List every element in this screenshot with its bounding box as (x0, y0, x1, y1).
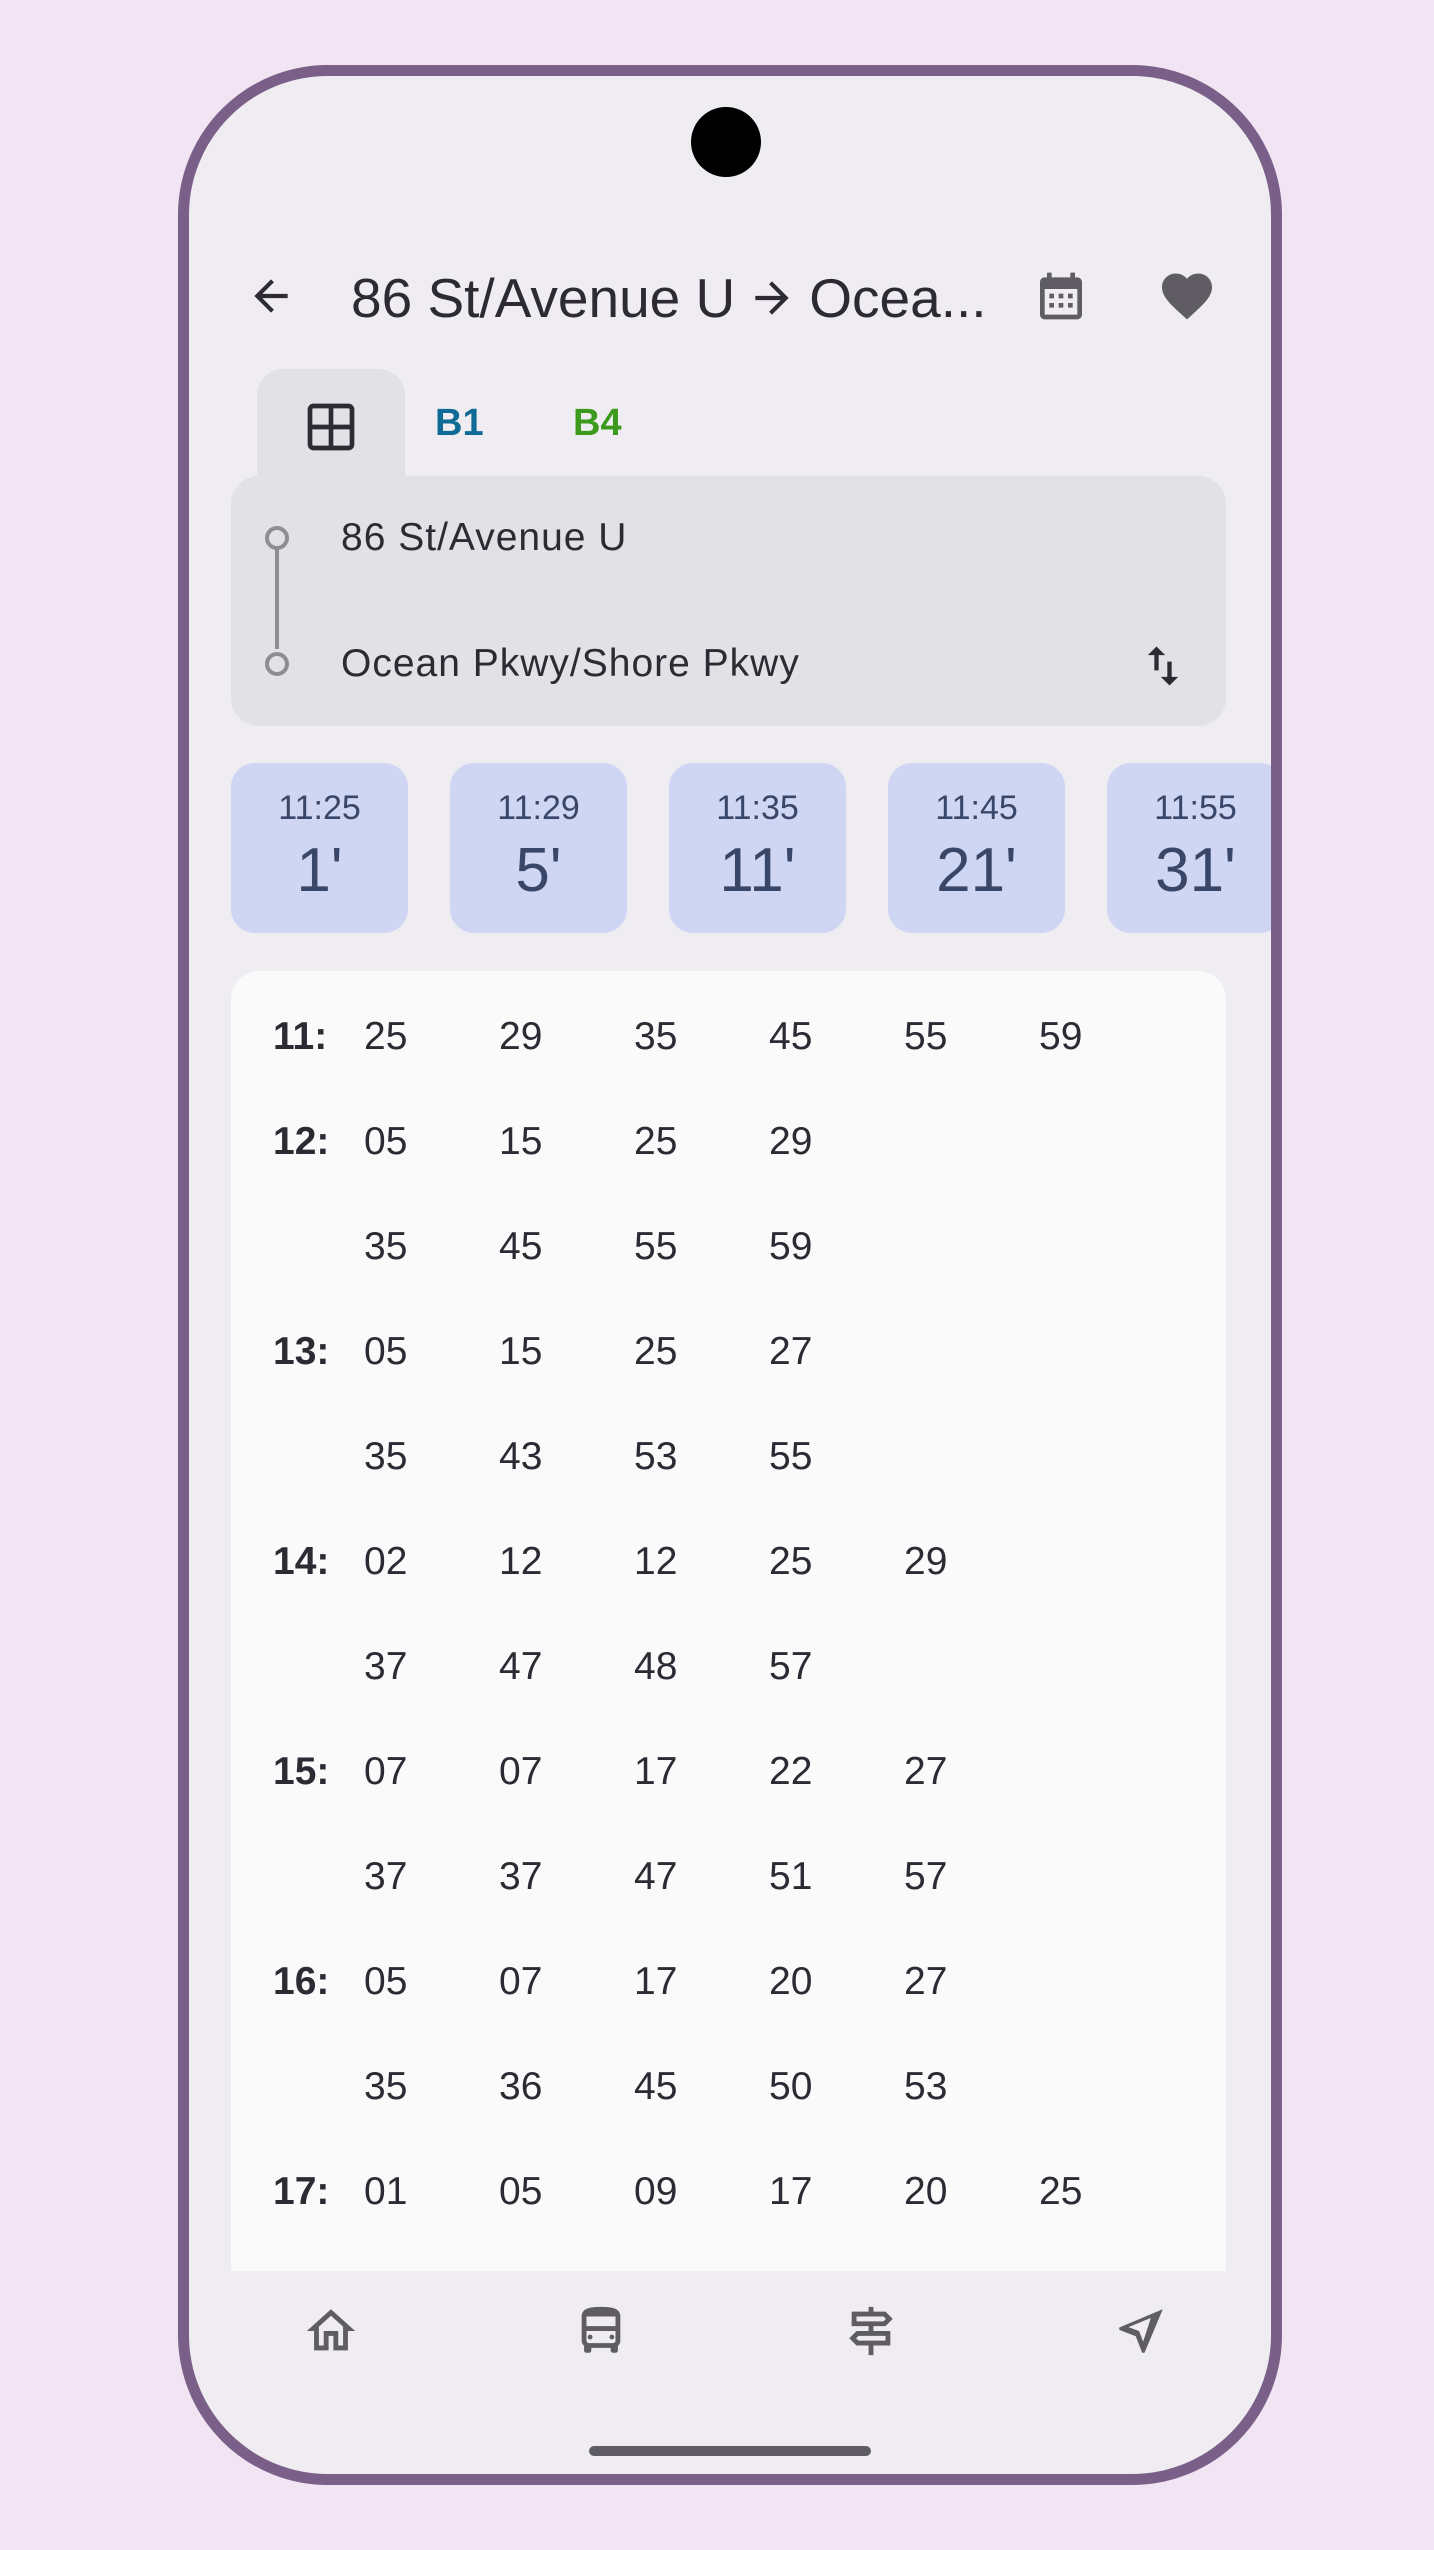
title-to: Ocea... (809, 268, 987, 328)
origin-stop-name[interactable]: 86 St/Avenue U (341, 516, 628, 559)
schedule-minute[interactable]: 01 (364, 2170, 408, 2213)
departure-chip[interactable] (669, 763, 846, 933)
schedule-minute[interactable]: 37 (364, 1645, 408, 1688)
schedule-minute[interactable]: 57 (904, 1855, 948, 1898)
schedule-minute[interactable]: 07 (364, 1750, 408, 1793)
schedule-minute[interactable]: 45 (769, 1015, 813, 1058)
route-tabs (257, 369, 817, 484)
calendar-icon (1033, 268, 1089, 324)
destination-stop-dot (265, 652, 289, 676)
phone-frame (178, 65, 1282, 2485)
schedule-minute[interactable]: 55 (769, 1435, 813, 1478)
departure-chip[interactable] (231, 763, 408, 933)
schedule-hour: 11: (273, 1015, 328, 1058)
schedule-minute[interactable]: 55 (904, 1015, 948, 1058)
schedule-row (231, 1211, 1226, 1281)
calendar-button[interactable] (1029, 264, 1093, 328)
heart-icon (1157, 266, 1217, 326)
schedule-hour: 14: (273, 1540, 330, 1583)
schedule-hour: 17: (273, 2170, 330, 2213)
swap-direction-button[interactable] (1131, 634, 1195, 698)
schedule-hour: 13: (273, 1330, 330, 1373)
schedule-row (231, 1106, 1226, 1176)
schedule-minute[interactable]: 43 (499, 1435, 543, 1478)
back-button[interactable] (239, 264, 303, 328)
schedule-minute[interactable]: 20 (769, 1960, 813, 2003)
schedule-row (231, 1631, 1226, 1701)
schedule-minute[interactable]: 27 (904, 1750, 948, 1793)
schedule-minute[interactable]: 29 (769, 1120, 813, 1163)
schedule-minute[interactable]: 29 (499, 1015, 543, 1058)
schedule-row (231, 2156, 1226, 2226)
schedule-hour: 12: (273, 1120, 330, 1163)
arrow-forward-icon (747, 273, 797, 323)
schedule-minute[interactable]: 07 (499, 1750, 543, 1793)
navigation-icon (1112, 2302, 1170, 2360)
tab-all-routes[interactable] (257, 369, 405, 484)
schedule-minute[interactable]: 45 (499, 1225, 543, 1268)
schedule-minute[interactable]: 35 (364, 1435, 408, 1478)
schedule-minute[interactable]: 15 (499, 1120, 543, 1163)
schedule-minute[interactable]: 27 (904, 1960, 948, 2003)
schedule-minute[interactable]: 50 (769, 2065, 813, 2108)
grid-icon (303, 399, 359, 455)
schedule-table[interactable] (231, 971, 1226, 2271)
departure-time: 11:45 (935, 789, 1018, 827)
schedule-minute[interactable]: 53 (634, 1435, 678, 1478)
departure-chip[interactable] (1107, 763, 1282, 933)
schedule-minute[interactable]: 25 (634, 1330, 678, 1373)
next-departures (231, 763, 1282, 933)
schedule-minute[interactable]: 05 (364, 1120, 408, 1163)
schedule-minute[interactable]: 22 (769, 1750, 813, 1793)
schedule-minute[interactable]: 36 (499, 2065, 543, 2108)
schedule-row (231, 1841, 1226, 1911)
tab-route-b4[interactable]: B4 (573, 401, 622, 444)
top-app-bar (189, 246, 1271, 346)
schedule-minute[interactable]: 47 (499, 1645, 543, 1688)
schedule-row (231, 1421, 1226, 1491)
favorite-button[interactable] (1155, 264, 1219, 328)
schedule-minute[interactable]: 17 (634, 1960, 678, 2003)
schedule-minute[interactable]: 05 (364, 1960, 408, 2003)
schedule-minute[interactable]: 57 (769, 1645, 813, 1688)
origin-stop-dot (265, 526, 289, 550)
front-camera (691, 107, 761, 177)
nav-home[interactable] (295, 2295, 367, 2367)
gesture-handle[interactable] (589, 2446, 871, 2456)
schedule-minute[interactable]: 09 (634, 2170, 678, 2213)
schedule-row (231, 2051, 1226, 2121)
schedule-minute[interactable]: 37 (499, 1855, 543, 1898)
schedule-minute[interactable]: 29 (904, 1540, 948, 1583)
schedule-row (231, 1001, 1226, 1071)
schedule-minute[interactable]: 02 (364, 1540, 408, 1583)
departure-time: 11:35 (716, 789, 799, 827)
schedule-minute[interactable]: 47 (634, 1855, 678, 1898)
signpost-icon (842, 2302, 900, 2360)
departure-chip[interactable] (450, 763, 627, 933)
departure-minutes: 11' (719, 836, 796, 905)
schedule-minute[interactable]: 27 (769, 1330, 813, 1373)
schedule-minute[interactable]: 25 (1039, 2170, 1083, 2213)
schedule-hour: 16: (273, 1960, 330, 2003)
bus-icon (572, 2302, 630, 2360)
departure-minutes: 5' (515, 836, 562, 905)
nav-bus[interactable] (565, 2295, 637, 2367)
schedule-minute[interactable]: 15 (499, 1330, 543, 1373)
schedule-minute[interactable]: 05 (499, 2170, 543, 2213)
schedule-minute[interactable]: 37 (364, 1855, 408, 1898)
schedule-minute[interactable]: 51 (769, 1855, 813, 1898)
home-icon (302, 2302, 360, 2360)
schedule-row (231, 1946, 1226, 2016)
departure-time: 11:55 (1154, 789, 1237, 827)
schedule-minute[interactable]: 07 (499, 1960, 543, 2003)
schedule-minute[interactable]: 35 (634, 1015, 678, 1058)
schedule-minute[interactable]: 59 (1039, 1015, 1083, 1058)
stops-card (231, 476, 1226, 726)
departure-chip[interactable] (888, 763, 1065, 933)
departure-time: 11:29 (497, 789, 580, 827)
schedule-minute[interactable]: 25 (634, 1120, 678, 1163)
title-from: 86 St/Avenue U (351, 268, 736, 328)
schedule-row (231, 1736, 1226, 1806)
departure-minutes: 21' (936, 836, 1017, 905)
nav-directions[interactable] (1105, 2295, 1177, 2367)
schedule-minute[interactable]: 55 (634, 1225, 678, 1268)
schedule-minute[interactable]: 48 (634, 1645, 678, 1688)
schedule-minute[interactable]: 35 (364, 2065, 408, 2108)
schedule-row (231, 1526, 1226, 1596)
page-title (351, 268, 991, 328)
schedule-minute[interactable]: 12 (634, 1540, 678, 1583)
tab-route-b1[interactable]: B1 (435, 401, 484, 444)
schedule-minute[interactable]: 12 (499, 1540, 543, 1583)
arrow-back-icon (246, 271, 296, 321)
schedule-minute[interactable]: 05 (364, 1330, 408, 1373)
schedule-row (231, 1316, 1226, 1386)
nav-routes[interactable] (835, 2295, 907, 2367)
schedule-minute[interactable]: 35 (364, 1225, 408, 1268)
schedule-minute[interactable]: 17 (634, 1750, 678, 1793)
swap-vert-icon (1137, 640, 1189, 692)
departure-minutes: 1' (296, 836, 343, 905)
departure-time: 11:25 (278, 789, 361, 827)
schedule-minute[interactable]: 20 (904, 2170, 948, 2213)
schedule-minute[interactable]: 59 (769, 1225, 813, 1268)
schedule-minute[interactable]: 17 (769, 2170, 813, 2213)
departure-minutes: 31' (1155, 836, 1236, 905)
schedule-minute[interactable]: 25 (364, 1015, 408, 1058)
schedule-minute[interactable]: 25 (769, 1540, 813, 1583)
schedule-hour: 15: (273, 1750, 330, 1793)
bottom-navigation (189, 2271, 1271, 2391)
schedule-minute[interactable]: 53 (904, 2065, 948, 2108)
destination-stop-name[interactable]: Ocean Pkwy/Shore Pkwy (341, 642, 800, 685)
schedule-minute[interactable]: 45 (634, 2065, 678, 2108)
